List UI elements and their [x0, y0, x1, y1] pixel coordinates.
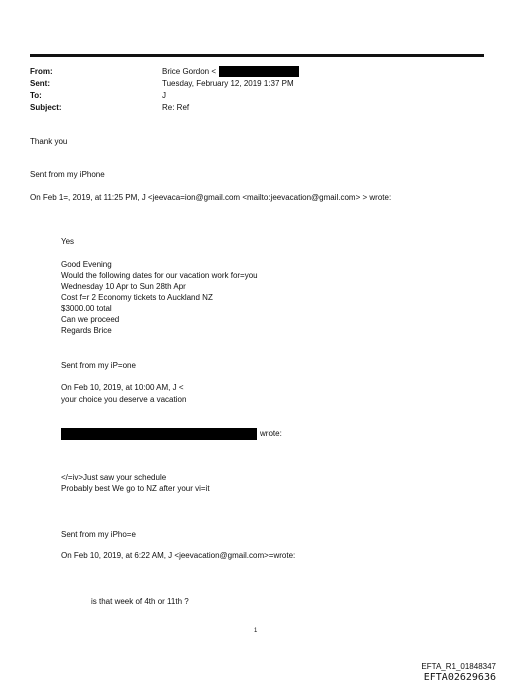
message-line: Would the following dates for our vacation work for=you: [61, 271, 258, 280]
message-line: Wednesday 10 Apr to Sun 28th Apr: [61, 282, 186, 291]
reply-yes: Yes: [61, 237, 75, 246]
sent-from-iphone-2: Sent from my iP=one: [61, 361, 136, 370]
sent-value: Tuesday, February 12, 2019 1:37 PM: [162, 79, 294, 88]
message-line: Good Evening: [61, 260, 112, 269]
from-label: From:: [30, 67, 53, 76]
quote-header-2: On Feb 10, 2019, at 10:00 AM, J <: [61, 383, 184, 392]
sent-from-iphone-1: Sent from my iPhone: [30, 170, 105, 179]
message-line: Can we proceed: [61, 315, 120, 324]
question-text: is that week of 4th or 11th ?: [91, 597, 189, 606]
message-line: Regards Brice: [61, 326, 112, 335]
bates-number-2: EFTA02629636: [423, 672, 496, 683]
page-number: 1: [254, 628, 258, 634]
schedule-line: Probably best We go to NZ after your vi=it: [61, 484, 210, 493]
vacation-message: [61, 259, 258, 336]
wrote-text: wrote:: [260, 429, 282, 438]
subject-label: Subject:: [30, 103, 62, 112]
redaction-box-sender: [219, 66, 299, 77]
redaction-box-email: [61, 428, 257, 440]
to-label: To:: [30, 91, 42, 100]
your-choice-text: your choice you deserve a vacation: [61, 395, 187, 404]
subject-value: Re: Ref: [162, 103, 190, 112]
quote-header-4: On Feb 10, 2019, at 6:22 AM, J <jeevacation@gmail.com>=wrote:: [61, 551, 296, 560]
bates-number-1: EFTA_R1_01848347: [421, 662, 496, 671]
sent-from-iphone-3: Sent from my iPho=e: [61, 530, 136, 539]
schedule-message: [61, 472, 210, 494]
quote-header-1: On Feb 1=, 2019, at 11:25 PM, J <jeevaca=ion@gmail.com <mailto:jeevacation@gmail.com> > wrote:: [30, 193, 392, 202]
sent-label: Sent:: [30, 79, 50, 88]
schedule-line: </=iv>Just saw your schedule: [61, 473, 167, 482]
message-line: $3000.00 total: [61, 304, 112, 313]
thank-you-text: Thank you: [30, 137, 68, 146]
to-value: J: [162, 91, 166, 100]
message-line: Cost f=r 2 Economy tickets to Auckland NZ: [61, 293, 213, 302]
header-divider: [30, 54, 484, 57]
from-value: Brice Gordon <: [162, 67, 217, 76]
